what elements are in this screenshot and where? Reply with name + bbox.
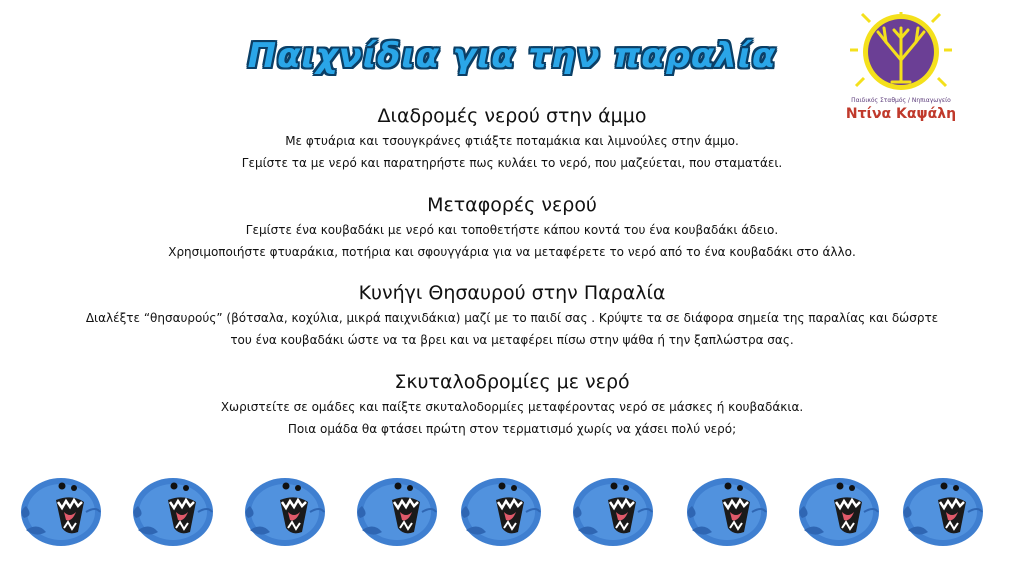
tree-logo-icon xyxy=(850,12,952,96)
section-line: Γεμίστε ένα κουβαδάκι με νερό και τοποθετήστε κάπου κοντά του ένα κουβαδάκι άδειο. xyxy=(245,223,779,237)
blue-fish-icon xyxy=(902,472,984,548)
blue-fish-icon xyxy=(572,472,654,548)
section-heading: Σκυταλοδρομίες με νερό xyxy=(394,371,630,393)
logo-name: Ντίνα Καψάλη xyxy=(845,106,957,122)
section-line: Διαλέξτε “θησαυρούς” (βότσαλα, κοχύλια, μικρά παιχνιδάκια) μαζί με το παιδί σας . Κρύψτε τα σε διάφορα σημεία της παραλίας και δώσρτε xyxy=(85,311,939,325)
fish-decoration-row xyxy=(0,472,1024,552)
section-heading: Κυνήγι Θησαυρού στην Παραλία xyxy=(358,282,666,304)
section-line: Χωριστείτε σε ομάδες και παίξτε σκυταλοδορμίες μεταφέροντας νερό σε μάσκες ή κουβαδάκια. xyxy=(220,400,804,414)
blue-fish-icon xyxy=(798,472,880,548)
section-treasure-hunt xyxy=(0,281,1024,351)
section-heading: Διαδρομές νερού στην άμμο xyxy=(377,105,647,127)
blue-fish-icon xyxy=(132,472,214,548)
section-water-transfer xyxy=(0,193,1024,263)
section-line: Με φτυάρια και τσουγκράνες φτιάξτε ποταμάκια και λιμνούλες στην άμμο. xyxy=(285,134,739,148)
blue-fish-icon xyxy=(244,472,326,548)
logo-subtitle: Παιδικός Σταθμός / Νηπιαγωγείο xyxy=(851,97,951,104)
blue-fish-icon xyxy=(356,472,438,548)
section-heading: Μεταφορές νερού xyxy=(427,194,597,216)
blue-fish-icon xyxy=(20,472,102,548)
section-line: του ένα κουβαδάκι ώστε να τα βρει και να μεταφέρει πίσω στην ψάθα ή την ξαπλώστρα σας. xyxy=(230,333,794,347)
section-water-paths xyxy=(0,104,1024,174)
blue-fish-icon xyxy=(460,472,542,548)
section-line: Ποια ομάδα θα φτάσει πρώτη στον τερματισμό χωρίς να χάσει πολύ νερό; xyxy=(287,422,737,436)
section-line: Χρησιμοποιήστε φτυαράκια, ποτήρια και σφουγγάρια για να μεταφέρετε το νερό από το ένα κουβαδάκι στο άλλο. xyxy=(168,245,856,259)
blue-fish-icon xyxy=(686,472,768,548)
page-title: Παιχνίδια για την παραλία xyxy=(247,36,777,76)
section-line: Γεμίστε τα με νερό και παρατηρήστε πως κυλάει το νερό, που μαζεύεται, που σταματάει. xyxy=(241,156,783,170)
section-water-relay xyxy=(0,370,1024,440)
